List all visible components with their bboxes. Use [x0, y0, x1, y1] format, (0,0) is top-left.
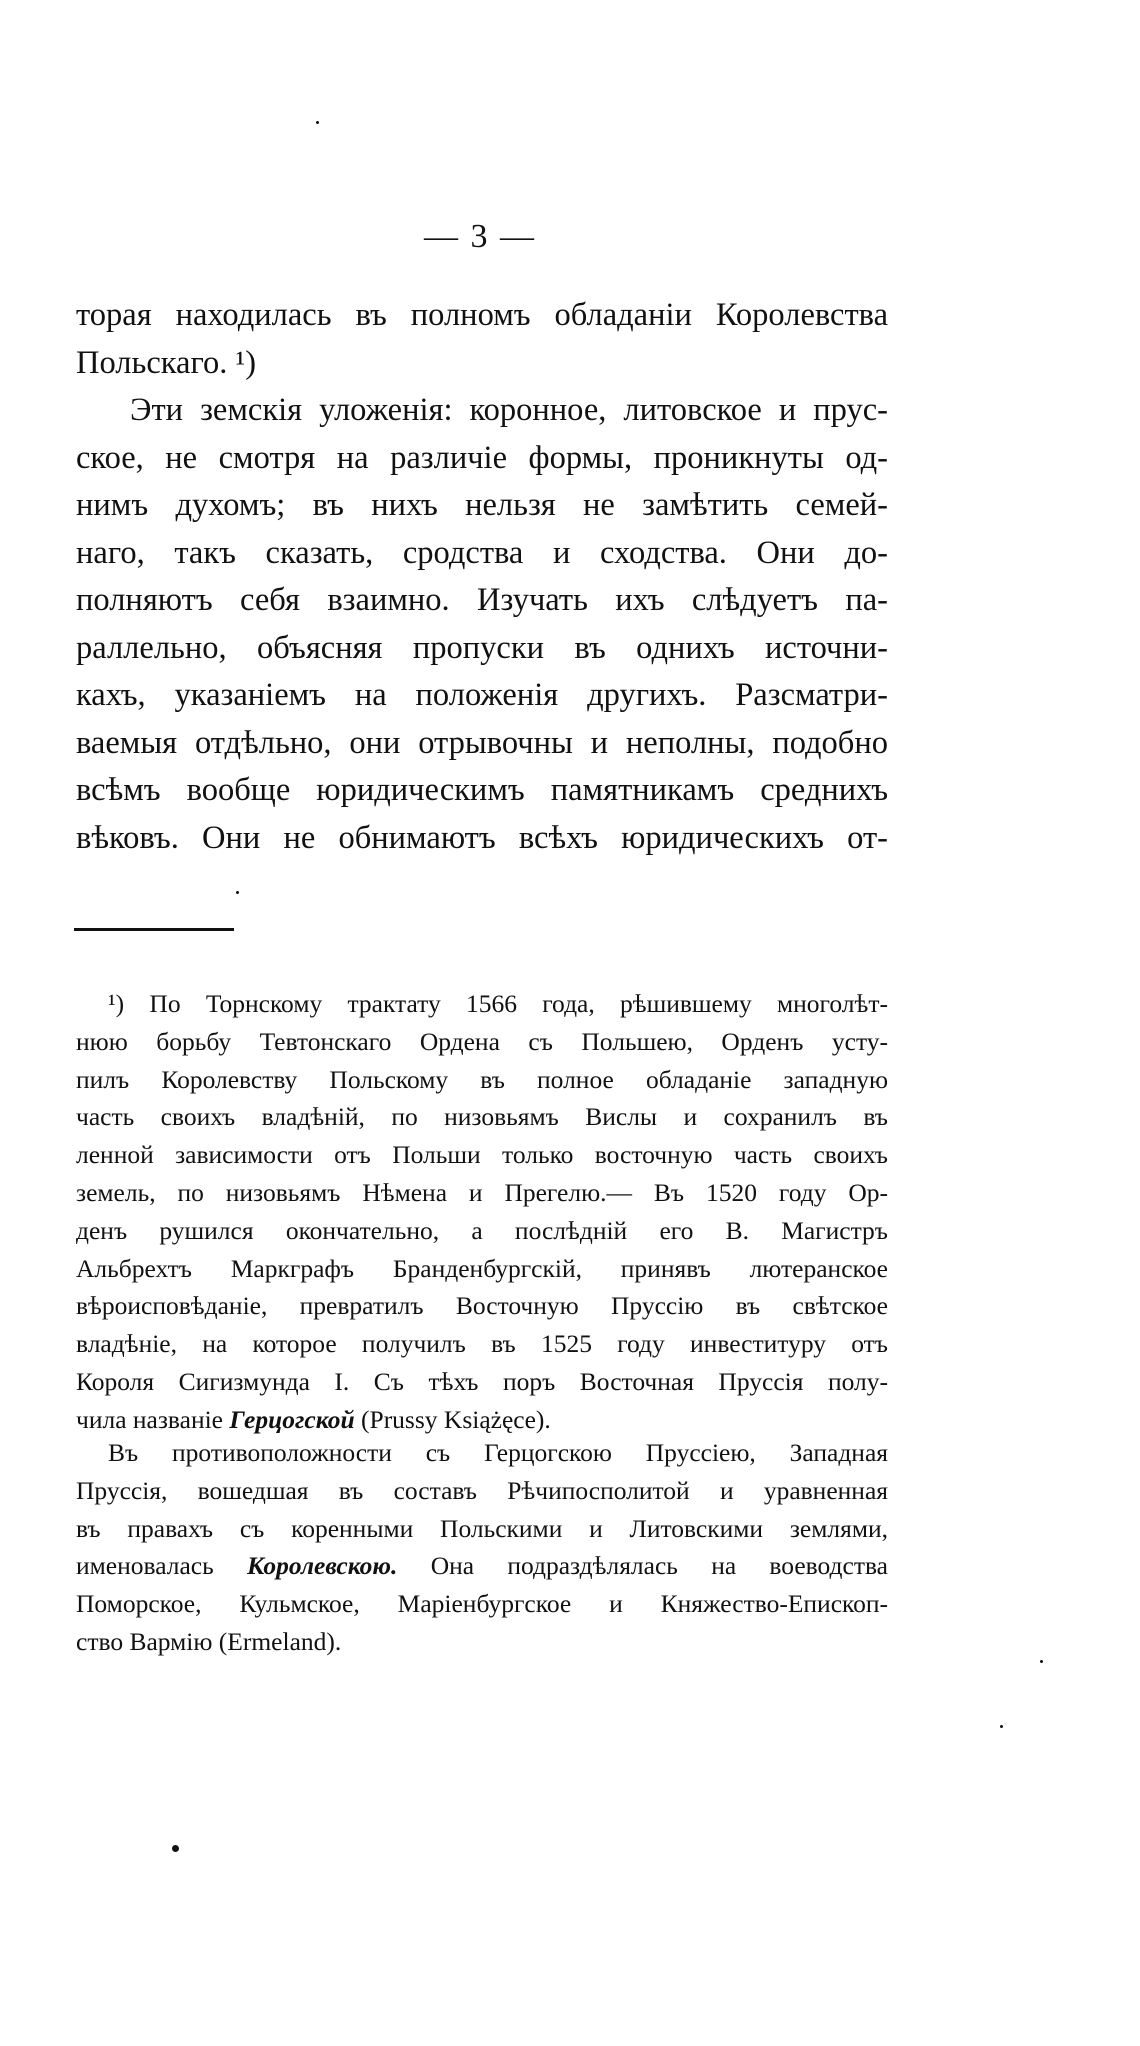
footnote-separator: [74, 928, 234, 931]
footnote-line: пилъ Королевству Польскому въ полное обладаніе западную: [76, 1064, 888, 1094]
footnote-line: Альбрехтъ Маркграфъ Бранденбургскій, принявъ лютеранское: [76, 1253, 888, 1283]
footnote-2: [76, 1434, 888, 1661]
footnote-line: въ правахъ съ коренными Польскими и Литовскими землями,: [76, 1513, 888, 1543]
main-text-line-content: Польскаго.: [76, 344, 228, 381]
ink-speck: [1040, 1660, 1043, 1663]
ink-speck: [172, 1845, 179, 1852]
footnote-marker: ¹): [108, 989, 125, 1018]
main-text-line: всѣмъ вообще юридическимъ памятникамъ среднихъ: [76, 772, 888, 808]
footnote-line: ство Вармію (Ermeland).: [76, 1626, 342, 1656]
footnote-line-content: По Торнскому трактату 1566 года, рѣшившему многолѣт-: [149, 989, 888, 1018]
footnote-line: земель, по низовьямъ Нѣмена и Прегелю.— Въ 1520 году Ор-: [76, 1177, 888, 1207]
main-text-line: ское, не смотря на различіе формы, проникнуты од-: [76, 439, 888, 476]
footnote-line: вѣроисповѣданіе, превратилъ Восточную Пруссію въ свѣтское: [76, 1291, 888, 1321]
main-text-line: кахъ, указаніемъ на положенія другихъ. Разсматри-: [76, 677, 888, 713]
main-text-line: нимъ духомъ; въ нихъ нельзя не замѣтить семей-: [76, 487, 888, 523]
italic-term: Королевскою.: [247, 1551, 398, 1581]
footnote-line: Пруссія, вошедшая въ составъ Рѣчипосполитой и уравненная: [76, 1475, 888, 1505]
main-text-line: [76, 340, 888, 388]
footnote-reference[interactable]: ¹): [235, 344, 257, 381]
footnote-line-content: Она подраздѣлялась на воеводства: [430, 1551, 889, 1581]
footnote-line: Поморское, Кульмское, Маріенбургское и Княжество-Епископ-: [76, 1589, 888, 1619]
footnote-line: [76, 1547, 888, 1585]
footnote-line: [76, 1401, 888, 1439]
main-text-line: раллельно, объясняя пропуски въ однихъ источни-: [76, 629, 888, 666]
footnote-line-content: именовалась: [76, 1551, 214, 1581]
ink-speck: [316, 121, 319, 124]
footnote-line: нюю борьбу Тевтонскаго Ордена съ Польшею, Орденъ усту-: [76, 1026, 888, 1056]
footnote-line-content: (Prussy Książęce).: [361, 1404, 551, 1434]
main-text: [76, 292, 888, 862]
footnote-line: денъ рушился окончательно, а послѣдній его В. Магистръ: [76, 1215, 888, 1245]
main-text-line: наго, такъ сказать, сродства и сходства. Они до-: [76, 534, 888, 571]
footnote-line: владѣніе, на которое получилъ въ 1525 году инвеституру отъ: [76, 1329, 888, 1359]
main-text-line: полняютъ себя взаимно. Изучать ихъ слѣдуетъ па-: [76, 582, 888, 618]
footnote-line: [76, 985, 888, 1023]
footnote-1: [76, 985, 888, 1439]
italic-term: Герцогской: [229, 1404, 355, 1434]
footnote-line: ленной зависимости отъ Польши только восточную часть своихъ: [76, 1140, 888, 1170]
ink-speck: [1000, 1725, 1003, 1728]
footnote-line: часть своихъ владѣній, по низовьямъ Вислы и сохранилъ въ: [76, 1102, 888, 1132]
page-number: — 3 —: [424, 218, 536, 255]
main-text-line: вѣковъ. Они не обнимаютъ всѣхъ юридическихъ от-: [76, 819, 888, 856]
main-text-line: Эти земскія уложенія: коронное, литовское и прус-: [130, 392, 888, 428]
main-text-line: торая находилась въ полномъ обладаніи Королевства: [76, 297, 888, 333]
ink-speck: [236, 891, 239, 894]
main-text-line: ваемыя отдѣльно, они отрывочны и неполны, подобно: [76, 724, 888, 761]
footnote-line-content: чила названіе: [76, 1404, 223, 1434]
footnote-line: Короля Сигизмунда I. Съ тѣхъ поръ Восточная Пруссія полу-: [76, 1366, 888, 1396]
footnote-line: Въ противоположности съ Герцогскою Пруссіею, Западная: [108, 1438, 888, 1467]
